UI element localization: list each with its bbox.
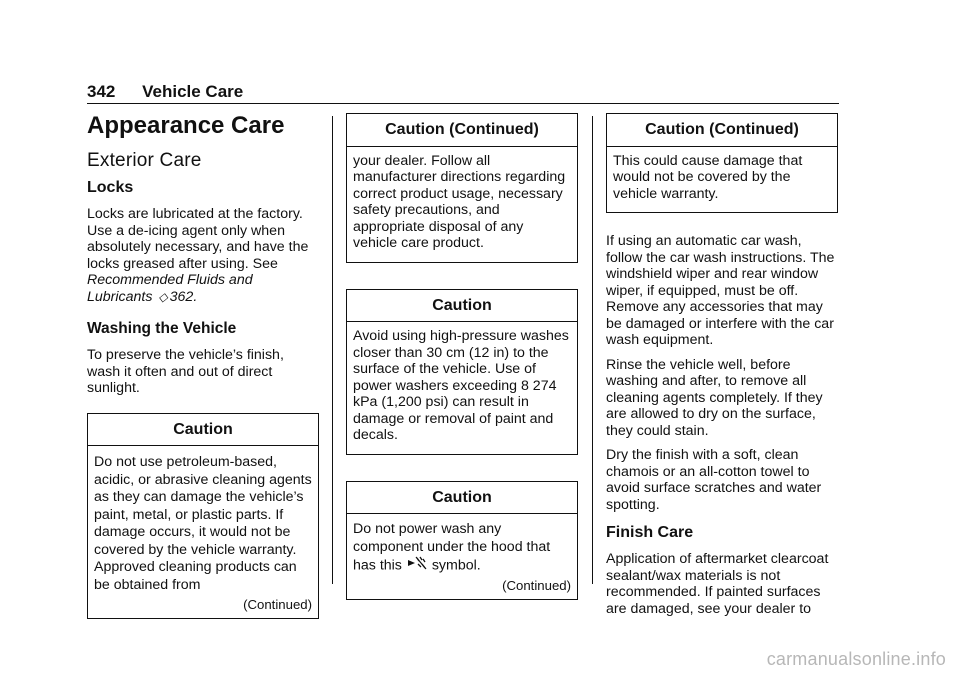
caution-box-continued bbox=[346, 113, 578, 263]
caution-text: Do not power wash any component under the hood that has this symbol. bbox=[353, 521, 551, 574]
car-wash-paragraph: If using an automatic car wash, follow the car wash instructions. The windshield wiper and rear window wiper, if equipped, must be off. Remove any accessories that may be damaged or interfere with the car wash equipment. bbox=[606, 233, 835, 348]
finish-care-paragraph: Application of aftermarket clearcoat sealant/wax materials is not recommended. If painted surfaces are damaged, see your dealer to bbox=[606, 551, 829, 617]
dry-paragraph: Dry the finish with a soft, clean chamois or an all-cotton towel to avoid surface scratches and water spotting. bbox=[606, 447, 822, 513]
column-1 bbox=[87, 112, 319, 641]
caution-title: Caution bbox=[88, 414, 318, 447]
caution-title: Caution bbox=[347, 482, 577, 515]
continued-label: (Continued) bbox=[243, 597, 312, 612]
caution-text: your dealer. Follow all manufacturer directions regarding correct product usage, necessary safety precautions, and appropriate disposal of any vehicle care product. bbox=[353, 152, 566, 251]
rinse-paragraph: Rinse the vehicle well, before washing and after, to remove all cleaning agents completely. If they are allowed to dry on the surface, they could stain. bbox=[606, 356, 823, 439]
caution-title: Caution (Continued) bbox=[607, 114, 837, 147]
header-rule bbox=[87, 103, 839, 104]
caution-box-continued bbox=[606, 113, 838, 213]
locks-text: Locks are lubricated at the factory. Use a de-icing agent only when absolutely necessary, and have the locks greased after using. See bbox=[87, 206, 309, 272]
finish-care-heading: Finish Care bbox=[606, 524, 694, 541]
caution-text: This could cause damage that would not be covered by the vehicle warranty. bbox=[613, 152, 803, 202]
locks-heading: Locks bbox=[87, 179, 134, 196]
subsection-title: Exterior Care bbox=[87, 150, 202, 171]
caution-title: Caution bbox=[347, 290, 577, 323]
washing-heading: Washing the Vehicle bbox=[87, 320, 237, 337]
section-title: Vehicle Care bbox=[142, 82, 244, 101]
caution-box-1 bbox=[87, 413, 319, 619]
page-reference-arrow-icon: ◇ bbox=[158, 289, 168, 304]
continued-label: (Continued) bbox=[502, 578, 571, 593]
caution-box-3 bbox=[346, 481, 578, 601]
column-divider-1 bbox=[332, 116, 333, 584]
column-divider-2 bbox=[592, 116, 593, 584]
watermark: carmanualsonline.info bbox=[766, 649, 946, 669]
washing-paragraph: To preserve the vehicle’s finish, wash it often and out of direct sunlight. bbox=[87, 347, 284, 396]
locks-ref-link[interactable]: Recommended Fluids and Lubricants ◇ 362. bbox=[87, 272, 253, 305]
caution-text: Do not use petroleum-based, acidic, or abrasive cleaning agents as they can damage the vehicle’s paint, metal, or plastic parts. If damage occurs, it would not be covered by the vehicle warranty. Approved cleaning products can be obtained from bbox=[94, 454, 312, 593]
caution-text: Avoid using high-pressure washes closer than 30 cm (12 in) to the surface of the vehicle. Use of power washers exceeding 8 274 kPa (1,200 psi) can result in damage or removal of paint and decals. bbox=[353, 328, 569, 443]
page-title: Appearance Care bbox=[87, 112, 285, 139]
page-header bbox=[87, 82, 243, 102]
caution-box-2 bbox=[346, 289, 578, 455]
locks-paragraph bbox=[87, 206, 319, 305]
column-3 bbox=[606, 113, 838, 625]
column-2 bbox=[346, 113, 578, 622]
caution-title: Caution (Continued) bbox=[347, 114, 577, 147]
page-number: 342 bbox=[87, 82, 116, 101]
no-power-wash-icon bbox=[406, 556, 428, 575]
